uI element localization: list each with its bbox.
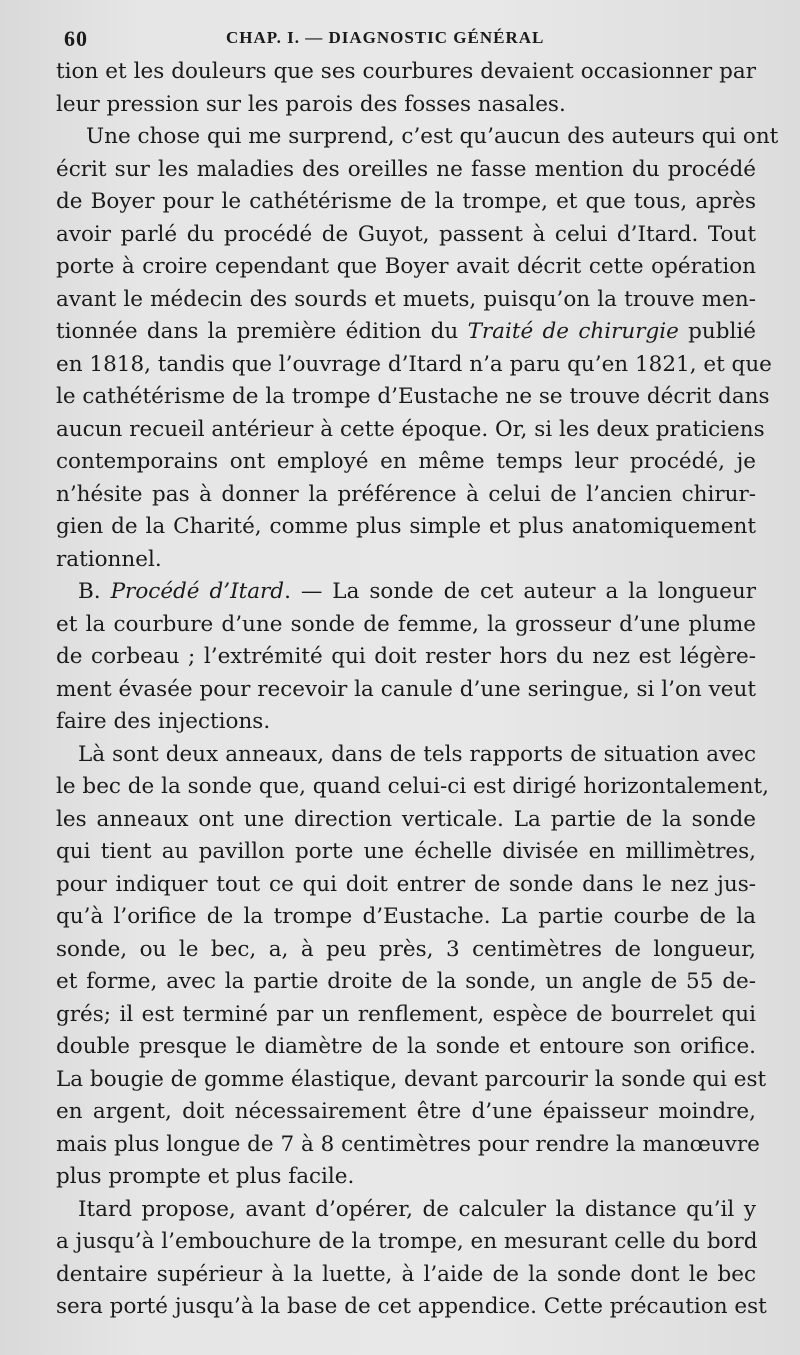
text-line: et la courbure d’une sonde de femme, la grosseur d’une plume (56, 611, 756, 637)
paragraph-5 (56, 1194, 767, 1324)
text-line: n’hésite pas à donner la préférence à celui de l’ancien chirur- (56, 481, 756, 507)
paragraph-1 (56, 56, 756, 121)
section-heading-line (56, 576, 756, 609)
text-line-with-title (56, 316, 756, 349)
text-line: de corbeau ; l’extrémité qui doit rester hors du nez est légère- (56, 644, 756, 669)
text-line: le bec de la sonde que, quand celui-ci est dirigé horizontalement, (56, 774, 769, 799)
chapter-title: CHAP. I. — DIAGNOSTIC GÉNÉRAL (226, 28, 545, 47)
text-line: sonde, ou le bec, a, à peu près, 3 centimètres de longueur, (56, 936, 756, 962)
text-line: Itard propose, avant d’opérer, de calculer la distance qu’il y (78, 1196, 756, 1222)
text-line: en 1818, tandis que l’ouvrage d’Itard n’a paru qu’en 1821, et que (56, 351, 772, 377)
text-line: les anneaux ont une direction verticale. La partie de la sonde (56, 806, 756, 832)
text-line: rationnel. (56, 546, 162, 572)
text-line: pour indiquer tout ce qui doit entrer de sonde dans le nez jus- (56, 871, 756, 897)
text-line: qui tient au pavillon porte une échelle divisée en millimètres, (56, 839, 756, 864)
text-line: le cathétérisme de la trompe d’Eustache ne se trouve décrit dans (56, 384, 770, 409)
page-number: 60 (64, 26, 88, 51)
body-text (56, 56, 779, 1324)
text-segment: tionnée dans la première édition du (56, 319, 468, 344)
text-line: Une chose qui me surprend, c’est qu’aucun des auteurs qui ont (86, 124, 779, 149)
text-line: écrit sur les maladies des oreilles ne fasse mention du procédé (56, 156, 756, 182)
section-heading: Procédé d’Itard (110, 579, 285, 604)
text-line: sera porté jusqu’à la base de cet appendice. Cette précaution est (56, 1294, 767, 1319)
paragraph-3 (56, 576, 756, 739)
section-letter: B. (78, 579, 111, 604)
text-line: porte à croire cependant que Boyer avait décrit cette opération (56, 254, 756, 279)
text-line: gien de la Charité, comme plus simple et plus anatomiquement (56, 514, 756, 539)
paragraph-4 (56, 739, 769, 1194)
text-line: tion et les douleurs que ses courbures devaient occasionner par (56, 59, 756, 84)
text-line: double presque le diamètre de la sonde et entoure son orifice. (56, 1034, 756, 1059)
paragraph-2 (56, 121, 779, 576)
text-line: leur pression sur les parois des fosses nasales. (56, 91, 566, 117)
text-line: ment évasée pour recevoir la canule d’une seringue, si l’on veut (56, 676, 756, 702)
text-line: faire des injections. (56, 709, 271, 734)
text-segment: . — La sonde de cet auteur a la longueur (284, 579, 757, 604)
text-line: grés; il est terminé par un renflement, espèce de bourrelet qui (56, 1001, 756, 1027)
text-line: avant le médecin des sourds et muets, puisqu’on la trouve men- (56, 286, 756, 312)
text-line: avoir parlé du procédé de Guyot, passent à celui d’Itard. Tout (56, 221, 756, 247)
text-line: La bougie de gomme élastique, devant parcourir la sonde qui est (56, 1066, 767, 1092)
text-line: a jusqu’à l’embouchure de la trompe, en mesurant celle du bord (56, 1229, 758, 1254)
text-segment: publié (678, 319, 756, 344)
text-line: aucun recueil antérieur à cette époque. Or, si les deux praticiens (56, 416, 765, 442)
text-line: contemporains ont employé en même temps leur procédé, je (56, 449, 756, 474)
text-line: Là sont deux anneaux, dans de tels rapports de situation avec (78, 741, 756, 767)
running-head (56, 16, 756, 56)
text-line: mais plus longue de 7 à 8 centimètres pour rendre la manœuvre (56, 1131, 760, 1157)
text-line: plus prompte et plus facile. (56, 1164, 355, 1189)
book-title: Traité de chirurgie (467, 319, 679, 344)
text-line: et forme, avec la partie droite de la sonde, un angle de 55 de- (56, 969, 756, 994)
text-line: en argent, doit nécessairement être d’une épaisseur moindre, (56, 1099, 756, 1124)
text-line: dentaire supérieur à la luette, à l’aide de la sonde dont le bec (56, 1261, 756, 1287)
text-line: de Boyer pour le cathétérisme de la trompe, et que tous, après (56, 189, 756, 214)
text-line: qu’à l’orifice de la trompe d’Eustache. La partie courbe de la (56, 904, 756, 929)
